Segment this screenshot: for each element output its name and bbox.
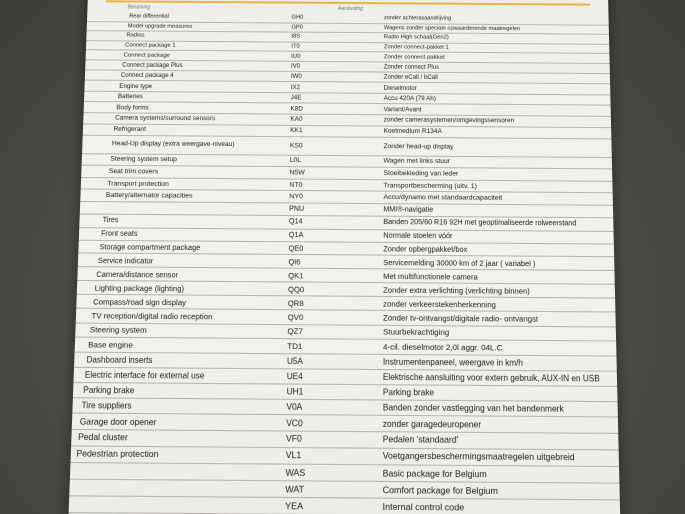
option-value: Variant/Avant (380, 104, 611, 117)
header-description: Benaming (127, 4, 151, 11)
option-code: WAT (275, 480, 379, 498)
option-code: N5W (279, 167, 379, 180)
option-code: KS0 (280, 136, 380, 155)
option-value: Comfort package for Belgium (378, 481, 619, 500)
option-value: zonder achterasaandrijving (380, 14, 609, 25)
option-description: Electric interface for external use (73, 367, 276, 384)
option-description: Engine type (84, 80, 280, 92)
option-code: PNU (279, 203, 380, 216)
option-code: I8S (281, 32, 380, 42)
option-value: Koelmedium R134A (380, 126, 612, 139)
option-description: Compass/road sign display (76, 294, 277, 310)
option-code: UE4 (276, 369, 379, 385)
option-value: Stuurbekrachtiging (379, 325, 616, 341)
option-description: TV reception/digital radio reception (76, 308, 278, 324)
option-description: Pedestrian protection (70, 446, 275, 464)
option-description: Front seats (79, 227, 279, 241)
option-value: Normale stoelen vóór (379, 229, 614, 244)
option-value: zonder verkeerstekenherkenning (379, 297, 615, 313)
option-code: UH1 (276, 384, 379, 400)
table-row (69, 496, 621, 514)
option-description: Connect package Plus (85, 60, 281, 72)
option-description: Connect package 1 (86, 40, 281, 51)
option-code: GH0 (282, 13, 380, 23)
option-value: Instrumentenpaneel, weergave in km/h (379, 354, 617, 371)
option-value: Banden zonder vastlegging van het bandenmerk (379, 400, 618, 417)
option-value: Zonder opbergpakket/box (379, 242, 614, 257)
option-value: Accu 420A (79 Ah) (380, 93, 611, 105)
option-value: Parking brake (379, 385, 618, 402)
option-description: Pedal cluster (71, 430, 275, 448)
option-code: QE0 (278, 242, 379, 256)
option-code: QR8 (277, 296, 379, 311)
option-description: Refrigerant (83, 124, 280, 137)
option-value: Pedalen 'standaard' (379, 432, 619, 450)
option-code: QI6 (278, 255, 379, 269)
option-description: Dashboard inserts (74, 352, 277, 368)
option-description: Model upgrade measures (87, 21, 282, 32)
option-description: Batteries (84, 91, 281, 103)
option-code: L0L (279, 155, 379, 167)
option-description: Radios (86, 31, 281, 42)
equipment-sheet (67, 0, 622, 514)
option-description: Body forms (84, 102, 281, 114)
option-code: QQ0 (278, 282, 379, 297)
option-description (69, 479, 275, 497)
option-code: U5A (276, 354, 378, 370)
option-description: Steering system setup (82, 154, 280, 167)
option-description: Steering system (75, 323, 277, 339)
option-description: Storage compartment package (78, 240, 278, 255)
option-code: NY0 (279, 191, 379, 204)
option-value: Zonder connect-pakket 1 (380, 42, 610, 53)
option-code: VL1 (275, 447, 378, 464)
option-value: Zonder connect Plus (380, 62, 610, 74)
option-value: MMI®-navigatie (379, 204, 613, 218)
option-code: J4E (280, 92, 379, 103)
option-code: GP0 (281, 23, 379, 33)
option-value: Voetgangersbeschermingsmaatregelen uitgebreid (378, 448, 619, 466)
option-code: YEA (274, 497, 378, 514)
option-description: Seat trim covers (81, 165, 279, 178)
option-code: VF0 (275, 431, 378, 448)
option-value: Internal control code (378, 498, 620, 514)
option-description (69, 496, 275, 514)
option-code: KA0 (280, 114, 380, 126)
option-value: Zonder head-up display (379, 137, 611, 157)
option-code: IT0 (281, 42, 380, 52)
option-description: Tire suppliers (72, 398, 276, 415)
table-body (69, 12, 621, 514)
option-value: zonder garagedeuropener (379, 416, 619, 434)
option-description: Tires (79, 214, 278, 228)
option-value: Dieselmotor (380, 83, 611, 95)
option-code: Q14 (279, 216, 380, 230)
option-code: VC0 (276, 415, 379, 432)
option-value: Servicemelding 30000 km of 2 jaar ( variabel ) (379, 256, 614, 271)
option-code: NT0 (279, 179, 379, 192)
option-value: Radio High schaal(Gen2) (380, 33, 609, 44)
option-description: Connect package (86, 50, 282, 61)
option-description: Lighting package (lighting) (77, 280, 278, 295)
option-value: Wagens zonder speciale opwaarderende maatregelen (380, 23, 609, 34)
option-code: KK1 (280, 125, 380, 137)
option-description: Base engine (75, 337, 277, 353)
option-description: Service indicator (78, 253, 278, 268)
option-description (70, 462, 275, 480)
option-code: QK1 (278, 268, 379, 282)
option-code-table (69, 12, 621, 514)
option-code: V0A (276, 399, 379, 415)
option-value: Transportbescherming (uitv. 1) (379, 179, 612, 193)
header-value: Aanduiding (337, 5, 363, 13)
option-value: Elektrische aansluiting voor extern gebruik, AUX-IN en USB (379, 369, 617, 386)
option-value: Zonder eCall / bCall (380, 72, 610, 84)
option-description: Camera/distance sensor (77, 267, 278, 282)
option-description: Garage door opener (72, 414, 276, 431)
option-value: Zonder extra verlichting (verlichting binnen) (379, 283, 615, 299)
option-value: Met multifunctionele camera (379, 269, 615, 284)
option-description: Connect package 4 (85, 70, 281, 82)
option-value: Wagen met links stuur (379, 156, 612, 169)
option-code: IX2 (281, 82, 380, 93)
option-code: IU0 (281, 51, 380, 62)
option-code: IV0 (281, 61, 380, 72)
option-code: WAS (275, 464, 379, 481)
option-code: TD1 (277, 339, 379, 355)
option-description: Head-Up display (extra weergave-niveau) (82, 135, 280, 155)
option-description: Camera systems/surround sensors (83, 113, 280, 126)
option-value: Basic package for Belgium (378, 464, 619, 482)
option-description: Rear differential (87, 12, 282, 23)
option-code: K8D (280, 103, 379, 115)
option-value: Stoelbekleding van leder (379, 167, 612, 181)
option-value: Banden 205/60 R16 92H met geoptimaliseerde rolweerstand (379, 216, 613, 230)
option-value: zonder camerasystemen/omgevingssensoren (380, 115, 612, 128)
option-code: QV0 (277, 310, 379, 325)
option-code: Q1A (278, 229, 379, 243)
option-value: Zonder connect-pakket (380, 52, 610, 64)
option-code: IW0 (281, 71, 380, 82)
option-code: QZ7 (277, 324, 379, 339)
option-value: Accu/dynamo met standaardcapaciteit (379, 191, 613, 205)
option-description: Battery/alternator capacities (80, 189, 279, 203)
option-description: Transport protection (81, 177, 280, 191)
option-description: Parking brake (73, 382, 276, 399)
option-value: Zonder tv-ontvangst/digitale radio- ontvangst (379, 311, 616, 327)
option-value: 4-cil. dieselmotor 2,0l aggr. 04L.C (379, 340, 617, 357)
